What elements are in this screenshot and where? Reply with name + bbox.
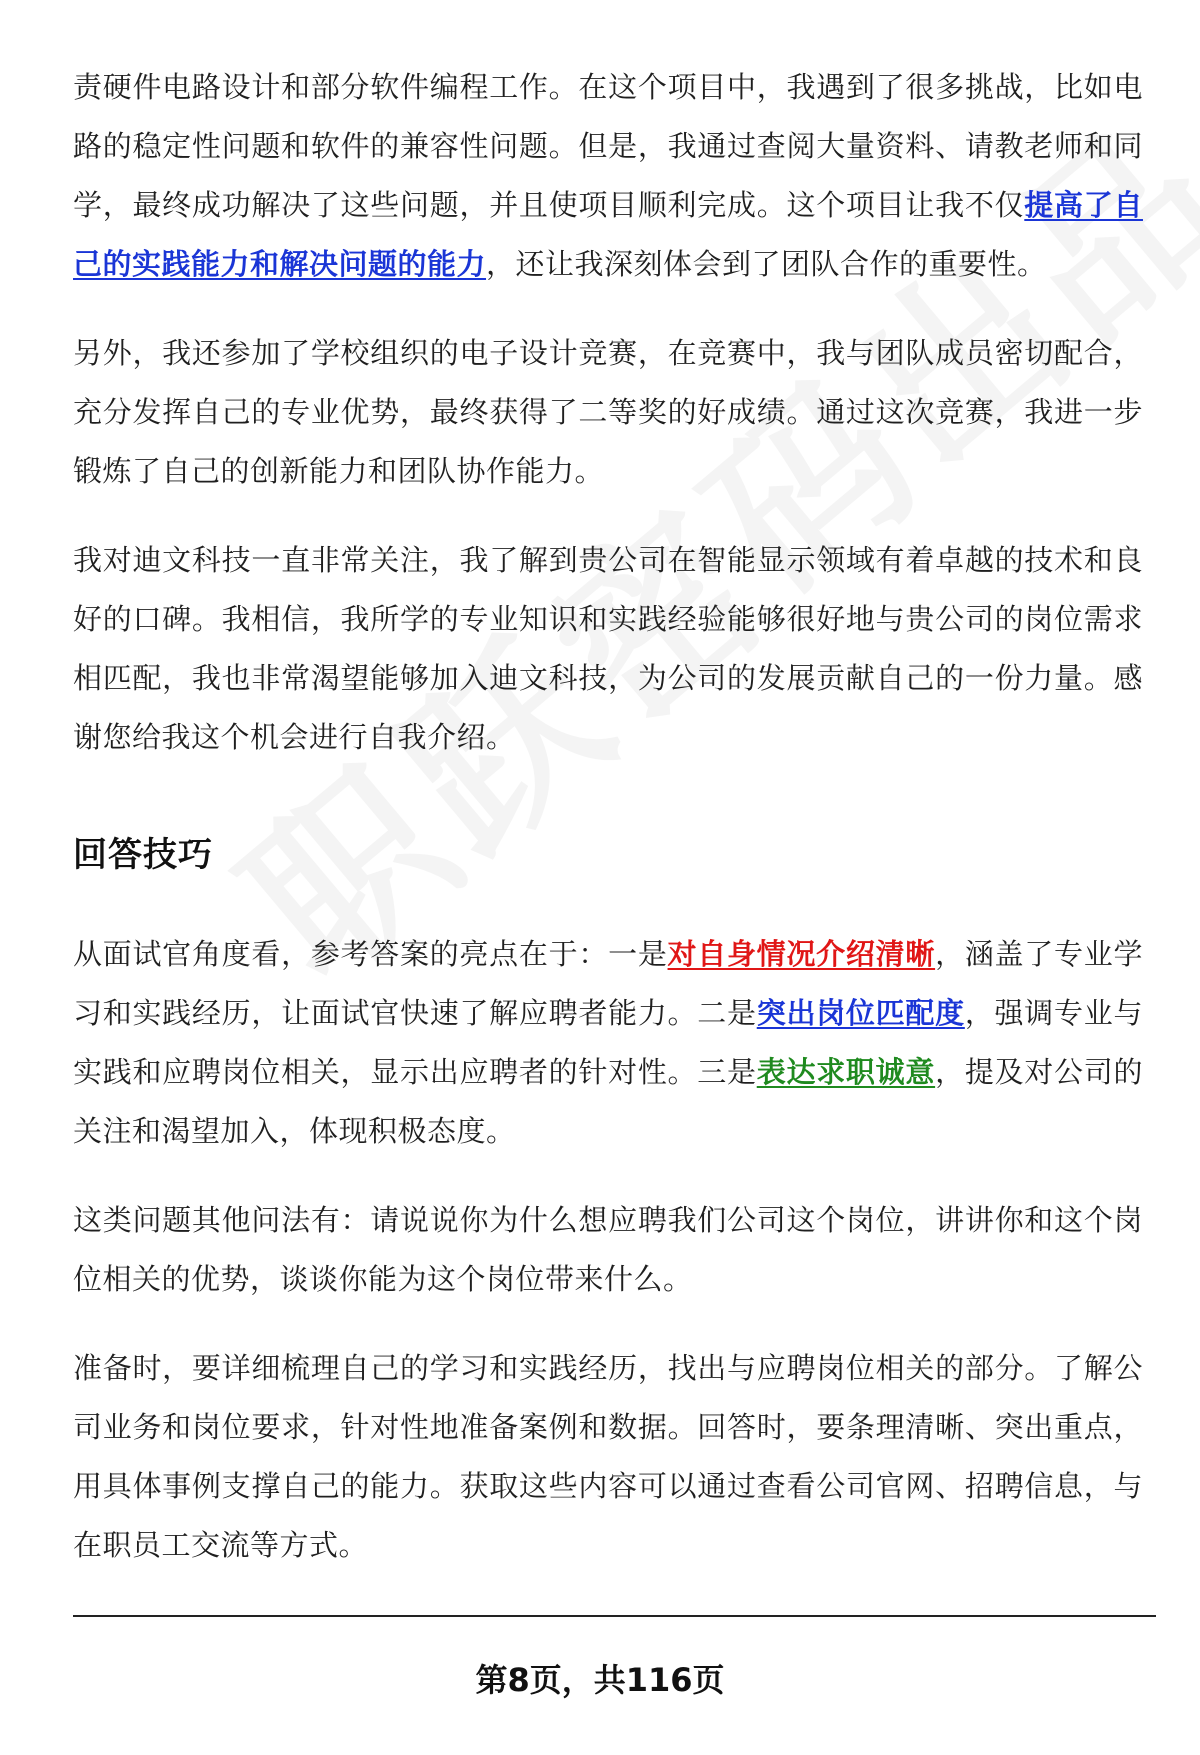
paragraph-text: ，强调专业与实践和应聘岗位相关，显示出应聘者的针对性。三是 [73,996,1143,1089]
paragraph-company-interest: 我对迪文科技一直非常关注，我了解到贵公司在智能显示领域有着卓越的技术和良好的口碑。我相信，我所学的专业知识和实践经验能够很好地与贵公司的岗位需求相匹配，我也非常渴望能够加入迪文科技，为公司的发展贡献自己的一份力量。感谢您给我这个机会进行自我介绍。 [73,543,1143,754]
paragraph-tips [73,925,1143,1161]
page-number: 第8页，共116页 [475,1661,725,1699]
footer-divider [73,1615,1156,1617]
highlight-link-job-match[interactable]: 突出岗位匹配度 [756,996,965,1030]
highlight-link-practice-ability[interactable]: 提高了自己的实践能力和解决问题的能力 [73,188,1143,281]
paragraph-preparation: 准备时，要详细梳理自己的学习和实践经历，找出与应聘岗位相关的部分。了解公司业务和岗位要求，针对性地准备案例和数据。回答时，要条理清晰、突出重点，用具体事例支撑自己的能力。获取这些内容可以通过查看公司官网、招聘信息，与在职员工交流等方式。 [73,1351,1143,1562]
document-body [73,58,1143,1575]
paragraph-other-questions: 这类问题其他问法有：请说说你为什么想应聘我们公司这个岗位，讲讲你和这个岗位相关的优势，谈谈你能为这个岗位带来什么。 [73,1203,1143,1296]
highlight-link-sincerity[interactable]: 表达求职诚意 [756,1055,936,1089]
paragraph-text: 责硬件电路设计和部分软件编程工作。在这个项目中，我遇到了很多挑战，比如电路的稳定性问题和软件的兼容性问题。但是，我通过查阅大量资料、请教老师和同学，最终成功解决了这些问题，并且使项目顺利完成。这个项目让我不仅 [73,70,1143,222]
paragraph-competition: 另外，我还参加了学校组织的电子设计竞赛，在竞赛中，我与团队成员密切配合，充分发挥自己的专业优势，最终获得了二等奖的好成绩。通过这次竞赛，我进一步锻炼了自己的创新能力和团队协作能力。 [73,336,1143,488]
paragraph-text: ，还让我深刻体会到了团队合作的重要性。 [486,247,1047,281]
highlight-link-self-intro[interactable]: 对自身情况介绍清晰 [667,937,936,971]
section-heading: 回答技巧 [73,835,213,875]
paragraph-project [73,58,1143,294]
paragraph-text: ，提及对公司的关注和渴望加入，体现积极态度。 [73,1055,1143,1148]
paragraph-text: ，涵盖了专业学习和实践经历，让面试官快速了解应聘者能力。二是 [73,937,1143,1030]
paragraph-text: 从面试官角度看，参考答案的亮点在于：一是 [73,937,668,971]
